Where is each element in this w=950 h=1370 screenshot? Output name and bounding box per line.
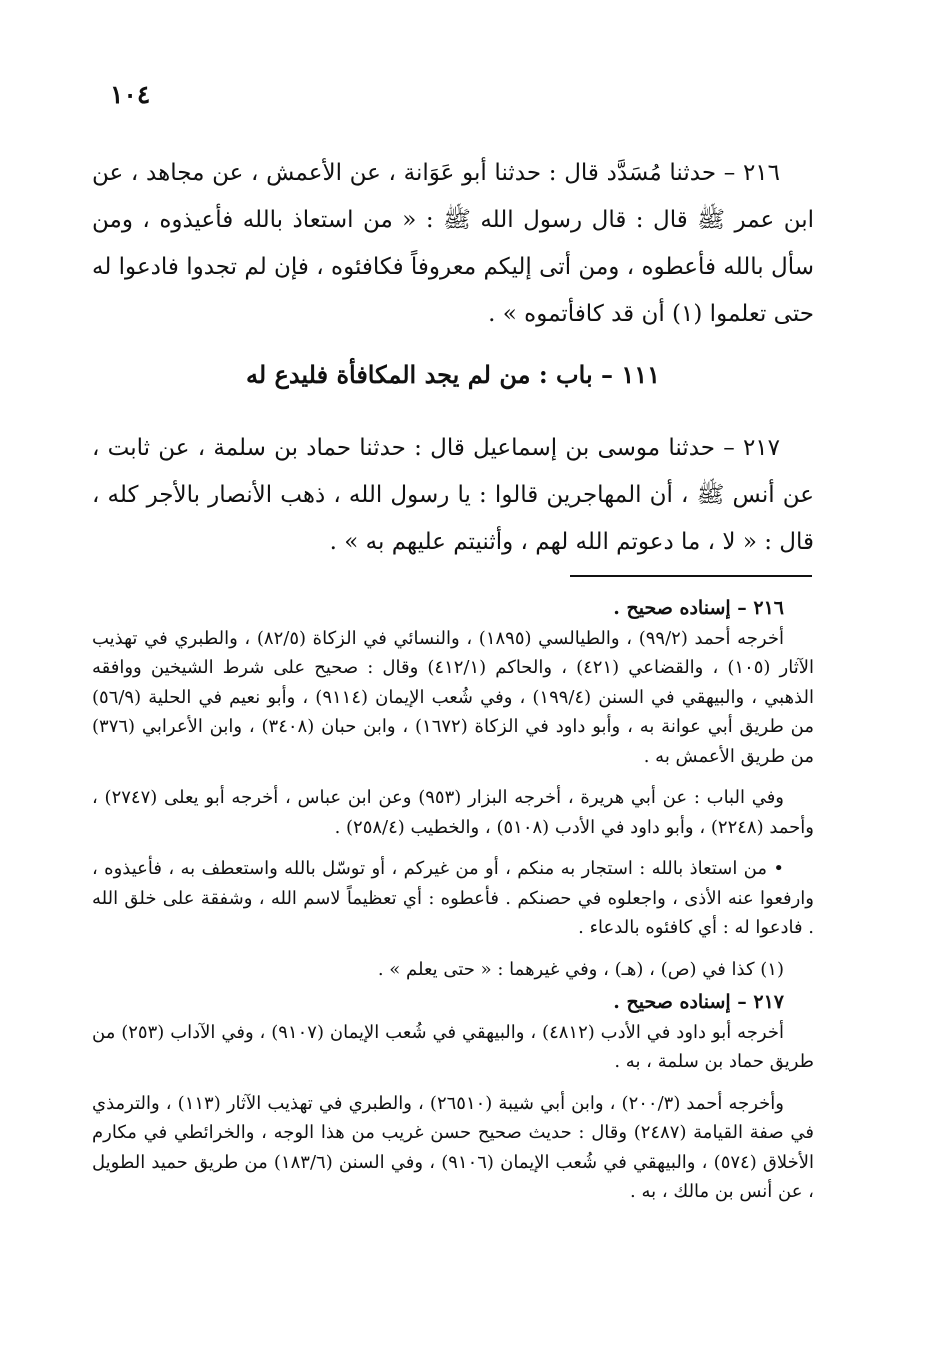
footnotes	[92, 590, 814, 1207]
note-216-related: وفي الباب : عن أبي هريرة ، أخرجه البزار (٩٥٣) وعن ابن عباس ، أخرجه أبو يعلى (٢٧٤٧) ، وأحمد (٢٢٤٨) ، وأبو داود في الأدب (٥١٠٨) ، والخطيب (٢٥٨/٤) .	[92, 787, 814, 838]
note-217-related: وأخرجه أحمد (٢٠٠/٣) ، وابن أبي شيبة (٢٦٥١٠) ، والطبري في تهذيب الآثار (١١٣) ، والترمذي في صفة القيامة (٢٤٨٧) وقال : حديث صحيح حسن غريب من هذا الوجه ، والخرائطي في مكارم الأخلاق (٥٧٤) ، والبيهقي في شُعب الإيمان (٩١٠٦) ، وفي السنن (١٨٣/٦) من طريق حميد الطويل ، عن أنس بن مالك ، به .	[92, 1092, 814, 1202]
chapter-heading: ١١١ – باب : من لم يجد المكافأة فليدع له	[245, 360, 661, 389]
hadith-216	[92, 150, 814, 338]
hadith-217-text: ٢١٧ – حدثنا موسى بن إسماعيل قال : حدثنا حماد بن سلمة ، عن ثابت ، عن أنس ﷺ ، أن المهاجرين قالوا : يا رسول الله ، ذهب الأنصار بالأجر كله ، قال : « لا ، ما دعوتم الله لهم ، وأثنيتم عليهم به » .	[92, 435, 814, 555]
note-217-heading: ٢١٧ – إسناده صحيح .	[613, 991, 784, 1013]
hadith-217	[92, 425, 814, 566]
note-216-glossary: • من استعاذ بالله : استجار به منكم ، أو من غيركم ، أو توسّل بالله واستعطف به ، فأعيذوه ، وارفعوا عنه الأذى ، واجعلوه في حصنكم . فأعطوه : أي تعظيماً لاسم الله ، وشفقة على خلق الله . فادعوا له : أي كافئوه بالدعاء .	[92, 858, 814, 938]
hadith-216-text: ٢١٦ – حدثنا مُسَدَّد قال : حدثنا أبو عَوَانة ، عن الأعمش ، عن مجاهد ، عن ابن عمر ﷺ قال : قال رسول الله ﷺ : « من استعاذ بالله فأعيذوه ، ومن سأل بالله فأعطوه ، ومن أتى إليكم معروفاً فكافئوه ، فإن لم تجدوا فادعوا له حتى تعلموا (١) أن قد كافأتموه » .	[92, 160, 814, 327]
footnote-1: (١) كذا في (ص) ، (هـ) ، وفي غيرهما : « حتى يعلم » .	[377, 958, 784, 980]
page-number: ١٠٤	[110, 80, 151, 109]
note-216-sources: أخرجه أحمد (٩٩/٢) ، والطيالسي (١٨٩٥) ، والنسائي في الزكاة (٨٢/٥) ، والطبري في تهذيب الآثار (١٠٥) ، والقضاعي (٤٢١) ، والحاكم (٤١٢/١) وقال : صحيح على شرط الشيخين ووافقه الذهبي ، والبيهقي في السنن (١٩٩/٤) ، وفي شُعب الإيمان (٩١١٤) ، وأبو نعيم في الحلية (٥٦/٩) من طريق أبي عوانة به ، وأبو داود في الزكاة (١٦٧٢) ، وابن حبان (٣٤٠٨) ، وابن الأعرابي (٣٧٦) من طريق الأعمش به .	[92, 627, 814, 767]
note-217-sources: أخرجه أبو داود في الأدب (٤٨١٢) ، والبيهقي في شُعب الإيمان (٩١٠٧) ، وفي الآداب (٢٥٣) من طريق حماد بن سلمة ، به .	[92, 1021, 814, 1072]
footnote-divider	[570, 575, 812, 577]
note-216-heading: ٢١٦ – إسناده صحيح .	[613, 597, 784, 619]
